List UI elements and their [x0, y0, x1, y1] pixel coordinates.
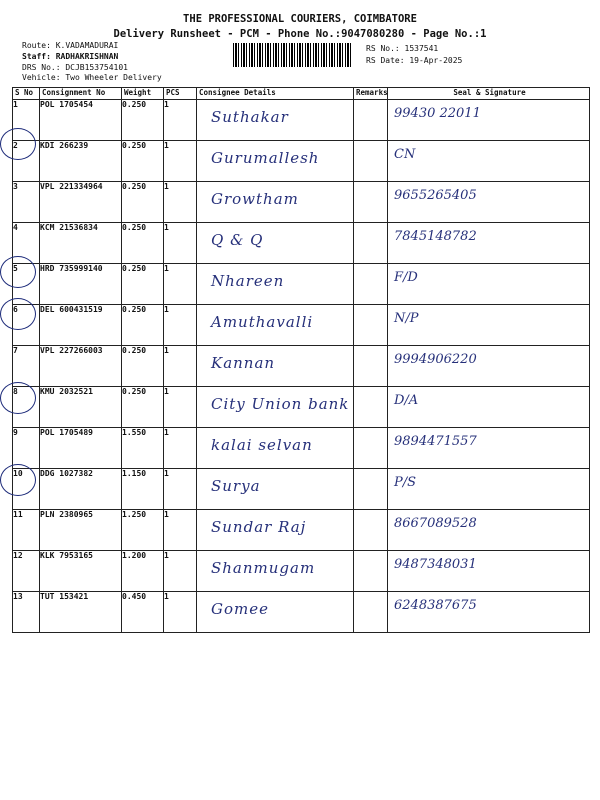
- row-pcs: 1: [164, 100, 197, 141]
- row-consignment-no: POL 1705454: [40, 100, 122, 141]
- row-remarks: [354, 182, 388, 223]
- signature-handwriting: 99430 22011: [394, 106, 481, 121]
- row-weight: 1.200: [122, 551, 164, 592]
- signature-handwriting: CN: [394, 147, 416, 162]
- runsheet-table: [12, 87, 590, 633]
- row-remarks: [354, 428, 388, 469]
- row-consignee: [197, 428, 354, 469]
- table-row: [13, 510, 590, 551]
- table-row: [13, 428, 590, 469]
- row-weight: 0.250: [122, 182, 164, 223]
- row-remarks: [354, 346, 388, 387]
- row-consignee: [197, 592, 354, 633]
- row-pcs: 1: [164, 551, 197, 592]
- row-sno: 13: [13, 592, 40, 633]
- row-remarks: [354, 510, 388, 551]
- row-consignment-no: TUT 153421: [40, 592, 122, 633]
- row-weight: 0.250: [122, 346, 164, 387]
- row-consignment-no: HRD 735999140: [40, 264, 122, 305]
- row-sno: 5: [13, 264, 40, 305]
- row-sno: 3: [13, 182, 40, 223]
- consignee-handwritten-name: Surya: [211, 477, 261, 495]
- row-remarks: [354, 223, 388, 264]
- row-consignee: [197, 551, 354, 592]
- row-remarks: [354, 551, 388, 592]
- table-row: [13, 346, 590, 387]
- vehicle-label: Vehicle: Two Wheeler Delivery: [22, 73, 162, 82]
- col-header-signature: Seal & Signature: [388, 88, 590, 100]
- row-remarks: [354, 469, 388, 510]
- row-sno: 9: [13, 428, 40, 469]
- row-signature: [388, 182, 590, 223]
- table-row: [13, 182, 590, 223]
- consignee-handwritten-name: Growtham: [211, 190, 299, 208]
- consignee-handwritten-name: Nhareen: [211, 272, 285, 290]
- row-signature: [388, 141, 590, 182]
- signature-handwriting: F/D: [394, 270, 418, 285]
- signature-handwriting: 9487348031: [394, 557, 477, 572]
- row-weight: 1.150: [122, 469, 164, 510]
- row-consignment-no: DEL 600431519: [40, 305, 122, 346]
- consignee-handwritten-name: Shanmugam: [211, 559, 316, 577]
- signature-handwriting: 8667089528: [394, 516, 477, 531]
- signature-handwriting: 9994906220: [394, 352, 477, 367]
- row-weight: 0.250: [122, 264, 164, 305]
- handdrawn-circle-mark: [0, 464, 36, 496]
- row-consignee: [197, 141, 354, 182]
- row-consignment-no: VPL 221334964: [40, 182, 122, 223]
- row-consignment-no: DDG 1027382: [40, 469, 122, 510]
- signature-handwriting: P/S: [394, 475, 417, 490]
- row-sno: 11: [13, 510, 40, 551]
- consignee-handwritten-name: Q & Q: [211, 231, 264, 249]
- row-consignee: [197, 510, 354, 551]
- table-row: [13, 469, 590, 510]
- row-signature: [388, 100, 590, 141]
- handdrawn-circle-mark: [0, 256, 36, 288]
- row-consignment-no: PLN 2380965: [40, 510, 122, 551]
- table-row: [13, 264, 590, 305]
- row-weight: 0.250: [122, 141, 164, 182]
- row-pcs: 1: [164, 592, 197, 633]
- row-consignment-no: KCM 21536834: [40, 223, 122, 264]
- table-row: [13, 223, 590, 264]
- col-header-consignment: Consignment No: [40, 88, 122, 100]
- consignee-handwritten-name: City Union bank: [211, 395, 350, 413]
- signature-handwriting: 9894471557: [394, 434, 477, 449]
- row-sno: 7: [13, 346, 40, 387]
- row-remarks: [354, 592, 388, 633]
- row-weight: 0.250: [122, 387, 164, 428]
- row-pcs: 1: [164, 264, 197, 305]
- table-row: [13, 141, 590, 182]
- row-signature: [388, 592, 590, 633]
- row-remarks: [354, 100, 388, 141]
- row-consignee: [197, 182, 354, 223]
- route-label: Route: K.VADAMADURAI: [22, 41, 119, 50]
- signature-handwriting: 6248387675: [394, 598, 477, 613]
- row-consignee: [197, 469, 354, 510]
- row-consignee: [197, 346, 354, 387]
- row-signature: [388, 428, 590, 469]
- staff-label: Staff: RADHAKRISHNAN: [22, 52, 119, 61]
- col-header-consignee: Consignee Details: [197, 88, 354, 100]
- row-remarks: [354, 264, 388, 305]
- page-title: THE PROFESSIONAL COURIERS, COIMBATORE: [183, 13, 417, 25]
- row-sno: 12: [13, 551, 40, 592]
- row-signature: [388, 264, 590, 305]
- col-header-sno: S No: [13, 88, 40, 100]
- barcode-image: [233, 43, 353, 67]
- table-row: [13, 305, 590, 346]
- row-signature: [388, 551, 590, 592]
- row-pcs: 1: [164, 387, 197, 428]
- col-header-pcs: PCS: [164, 88, 197, 100]
- row-weight: 0.450: [122, 592, 164, 633]
- row-sno: 6: [13, 305, 40, 346]
- handdrawn-circle-mark: [0, 298, 36, 330]
- signature-handwriting: 9655265405: [394, 188, 477, 203]
- row-pcs: 1: [164, 182, 197, 223]
- consignee-handwritten-name: Gurumallesh: [211, 149, 320, 167]
- page-subtitle: Delivery Runsheet - PCM - Phone No.:9047080280 - Page No.:1: [113, 28, 487, 40]
- row-signature: [388, 305, 590, 346]
- row-sno: 8: [13, 387, 40, 428]
- row-consignee: [197, 264, 354, 305]
- row-consignment-no: KMU 2032521: [40, 387, 122, 428]
- table-row: [13, 551, 590, 592]
- row-signature: [388, 346, 590, 387]
- col-header-weight: Weight: [122, 88, 164, 100]
- row-sno: 4: [13, 223, 40, 264]
- rs-date: RS Date: 19-Apr-2025: [366, 56, 463, 65]
- row-consignee: [197, 223, 354, 264]
- row-weight: 1.250: [122, 510, 164, 551]
- consignee-handwritten-name: Gomee: [211, 600, 269, 618]
- row-signature: [388, 387, 590, 428]
- row-sno: 1: [13, 100, 40, 141]
- signature-handwriting: D/A: [394, 393, 419, 408]
- row-signature: [388, 223, 590, 264]
- row-pcs: 1: [164, 510, 197, 551]
- row-sno: 2: [13, 141, 40, 182]
- row-weight: 0.250: [122, 305, 164, 346]
- table-header-row: [13, 88, 590, 100]
- handdrawn-circle-mark: [0, 382, 36, 414]
- row-pcs: 1: [164, 223, 197, 264]
- row-remarks: [354, 387, 388, 428]
- row-sno: 10: [13, 469, 40, 510]
- row-weight: 0.250: [122, 100, 164, 141]
- signature-handwriting: 7845148782: [394, 229, 477, 244]
- consignee-handwritten-name: Kannan: [211, 354, 276, 372]
- consignee-handwritten-name: kalai selvan: [211, 436, 313, 454]
- row-consignment-no: KLK 7953165: [40, 551, 122, 592]
- row-consignment-no: POL 1705489: [40, 428, 122, 469]
- table-row: [13, 592, 590, 633]
- row-pcs: 1: [164, 141, 197, 182]
- drs-label: DRS No.: DCJB153754101: [22, 63, 128, 72]
- row-consignment-no: KDI 266239: [40, 141, 122, 182]
- table-row: [13, 100, 590, 141]
- row-pcs: 1: [164, 428, 197, 469]
- signature-handwriting: N/P: [394, 311, 419, 326]
- row-signature: [388, 469, 590, 510]
- row-pcs: 1: [164, 469, 197, 510]
- consignee-handwritten-name: Amuthavalli: [211, 313, 314, 331]
- row-signature: [388, 510, 590, 551]
- rs-number: RS No.: 1537541: [366, 44, 439, 53]
- handdrawn-circle-mark: [0, 128, 36, 160]
- row-consignee: [197, 305, 354, 346]
- consignee-handwritten-name: Sundar Raj: [211, 518, 307, 536]
- consignee-handwritten-name: Suthakar: [211, 108, 289, 126]
- row-consignment-no: VPL 227266003: [40, 346, 122, 387]
- row-consignee: [197, 387, 354, 428]
- row-remarks: [354, 305, 388, 346]
- row-consignee: [197, 100, 354, 141]
- col-header-remarks: Remarks: [354, 88, 388, 100]
- row-pcs: 1: [164, 346, 197, 387]
- row-weight: 1.550: [122, 428, 164, 469]
- row-weight: 0.250: [122, 223, 164, 264]
- row-remarks: [354, 141, 388, 182]
- table-row: [13, 387, 590, 428]
- row-pcs: 1: [164, 305, 197, 346]
